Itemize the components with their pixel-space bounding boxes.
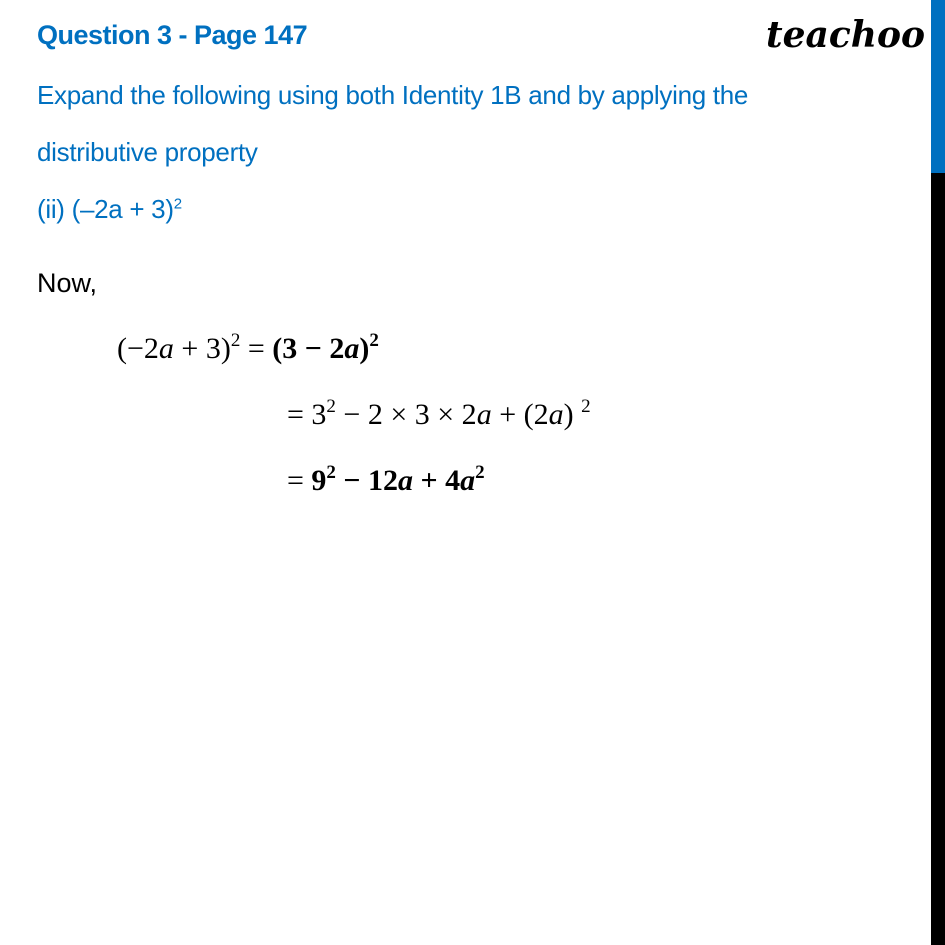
step3-var1: a xyxy=(398,464,414,497)
question-title: Question 3 - Page 147 xyxy=(37,20,308,50)
step1-lhs-open: (−2 xyxy=(117,332,159,365)
step2-exp1: 2 xyxy=(326,396,336,417)
step2-close: ) xyxy=(563,398,582,431)
equation-step-3 xyxy=(287,464,485,498)
equation-step-2 xyxy=(287,398,591,432)
step1-lhs-close: + 3) xyxy=(173,332,231,365)
step1-rhs-close: ) xyxy=(359,332,370,365)
step3-equals: = xyxy=(287,464,312,497)
side-decorative-bar xyxy=(931,0,945,945)
step1-rhs-exp: 2 xyxy=(369,330,379,351)
step3-term1: 9 xyxy=(311,464,327,497)
step3-term3: + 4 xyxy=(413,464,461,497)
step1-lhs-var: a xyxy=(158,332,174,365)
step1-equals: = xyxy=(240,332,273,365)
step1-rhs-open: (3 − 2 xyxy=(272,332,345,365)
step2-middle2: + (2 xyxy=(491,398,549,431)
part-exponent: 2 xyxy=(173,195,182,213)
side-bar-blue-accent xyxy=(931,0,945,173)
solution-intro: Now, xyxy=(37,268,98,298)
step1-lhs-exp: 2 xyxy=(230,330,241,351)
question-part-ii xyxy=(37,194,182,225)
step2-equals-3: = 3 xyxy=(287,398,327,431)
step2-middle: − 2 × 3 × 2 xyxy=(335,398,477,431)
teachoo-logo: teachoo xyxy=(766,14,925,56)
step3-term2: − 12 xyxy=(335,464,399,497)
equation-step-1 xyxy=(117,332,379,366)
step1-rhs-var: a xyxy=(344,332,360,365)
step2-var1: a xyxy=(476,398,492,431)
step2-var2: a xyxy=(548,398,564,431)
step3-var2: a xyxy=(460,464,476,497)
step2-exp2: 2 xyxy=(581,396,591,417)
step3-exp2: 2 xyxy=(475,462,485,483)
question-text-line-1: Expand the following using both Identity 1B and by applying the xyxy=(37,80,749,110)
step3-exp1: 2 xyxy=(326,462,336,483)
question-text-line-2: distributive property xyxy=(37,137,258,167)
part-label: (ii) (–2a + 3) xyxy=(37,194,174,224)
